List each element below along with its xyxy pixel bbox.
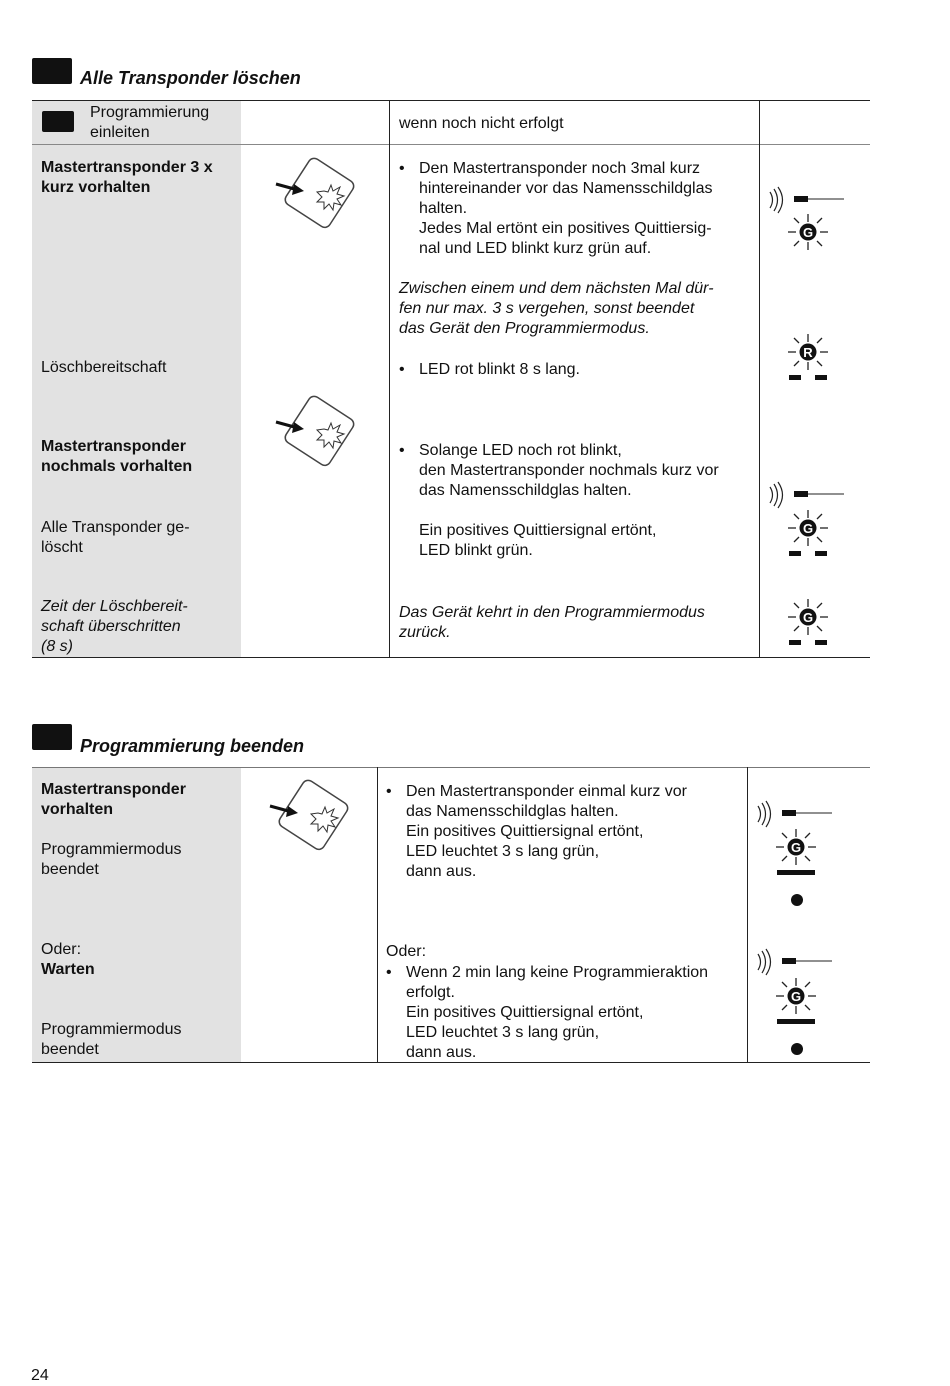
row-note: das Gerät den Programmiermodus. [399,320,650,337]
row-label: Zeit der Löschbereit- [41,598,188,615]
row-text: dann aus. [406,1044,477,1061]
row-text: Ein positives Quittiersignal ertönt, [406,823,644,840]
row-label: (8 s) [41,638,73,655]
row-label: Mastertransponder [41,781,186,798]
header-left-line1: Programmierung [90,104,210,121]
transponder-card-icon [272,390,364,470]
svg-text:G: G [802,610,814,625]
row-text: nal und LED blinkt kurz grün auf. [419,240,652,257]
beep-signal-icon [754,800,834,828]
row-text: Den Mastertransponder noch 3mal kurz [419,160,701,177]
row-label: beendet [41,861,99,878]
row-text: das Namensschildglas halten. [419,482,632,499]
divider [32,144,870,145]
row-text: Oder: [386,943,427,960]
row-label: Programmiermodus [41,1021,182,1038]
bullet-dot: • [399,361,405,378]
bullet-dot: • [386,964,392,981]
row-text: LED leuchtet 3 s lang grün, [406,1024,600,1041]
page-number: 24 [31,1367,49,1384]
row-text: dann aus. [406,863,477,880]
row-text: Ein positives Quittiersignal ertönt, [419,522,657,539]
bullet-dot: • [386,783,392,800]
beep-signal-icon [754,948,834,976]
row-label: Löschbereitschaft [41,359,167,376]
transponder-card-icon [266,774,358,854]
row-text: Wenn 2 min lang keine Programmieraktion [406,964,709,981]
row-label: Oder: [41,941,82,958]
step-marker [42,111,74,132]
svg-text:G: G [790,989,802,1004]
row-label: Alle Transponder ge- [41,519,190,536]
section-marker [32,58,72,84]
row-text: das Namensschildglas halten. [406,803,619,820]
row-note: Zwischen einem und dem nächsten Mal dür- [399,280,714,297]
row-label: Programmiermodus [41,841,182,858]
beep-signal-icon [766,186,846,214]
led-green-blink-icon [786,212,830,252]
row-label: löscht [41,539,83,556]
row-label: Warten [41,961,95,978]
section-title: Alle Transponder löschen [80,68,301,88]
divider [32,657,870,658]
divider [759,100,760,657]
led-green-steady-icon [774,976,818,1058]
transponder-card-icon [272,152,364,232]
row-label: kurz vorhalten [41,179,151,196]
section-marker [32,724,72,750]
row-note: fen nur max. 3 s vergehen, sonst beendet [399,300,695,317]
row-text: Jedes Mal ertönt ein positives Quittiersig- [419,220,712,237]
row-text: hintereinander vor das Namensschildglas [419,180,713,197]
section-title: Programmierung beenden [80,736,305,756]
divider [389,100,390,657]
row-text: Das Gerät kehrt in den Programmiermodus [399,604,705,621]
led-red-blink-icon [786,332,830,384]
row-text: den Mastertransponder nochmals kurz vor [419,462,719,479]
row-text: LED leuchtet 3 s lang grün, [406,843,600,860]
led-green-blink-icon [786,597,830,649]
row-text: LED rot blinkt 8 s lang. [419,361,580,378]
svg-text:R: R [803,345,813,360]
row-text: Solange LED noch rot blinkt, [419,442,622,459]
svg-text:G: G [802,225,814,240]
row-label: Mastertransponder [41,438,186,455]
divider [32,100,870,101]
row-text: zurück. [399,624,451,641]
svg-text:G: G [802,521,814,536]
row-label: vorhalten [41,801,114,818]
row-text: halten. [419,200,468,217]
divider [747,767,748,1062]
beep-signal-icon [766,481,846,509]
row-label: schaft überschritten [41,618,181,635]
header-mid: wenn noch nicht erfolgt [399,115,564,132]
row-text: erfolgt. [406,984,455,1001]
led-green-steady-icon [774,827,818,909]
divider [32,767,870,768]
row-text: Den Mastertransponder einmal kurz vor [406,783,688,800]
bullet-dot: • [399,160,405,177]
led-green-blink-icon [786,508,830,560]
row-text: LED blinkt grün. [419,542,533,559]
row-label: nochmals vorhalten [41,458,193,475]
row-label: Mastertransponder 3 x [41,159,213,176]
svg-text:G: G [790,840,802,855]
row-text: Ein positives Quittiersignal ertönt, [406,1004,644,1021]
divider [377,767,378,1062]
header-left-line2: einleiten [90,124,150,141]
bullet-dot: • [399,442,405,459]
row-label: beendet [41,1041,99,1058]
